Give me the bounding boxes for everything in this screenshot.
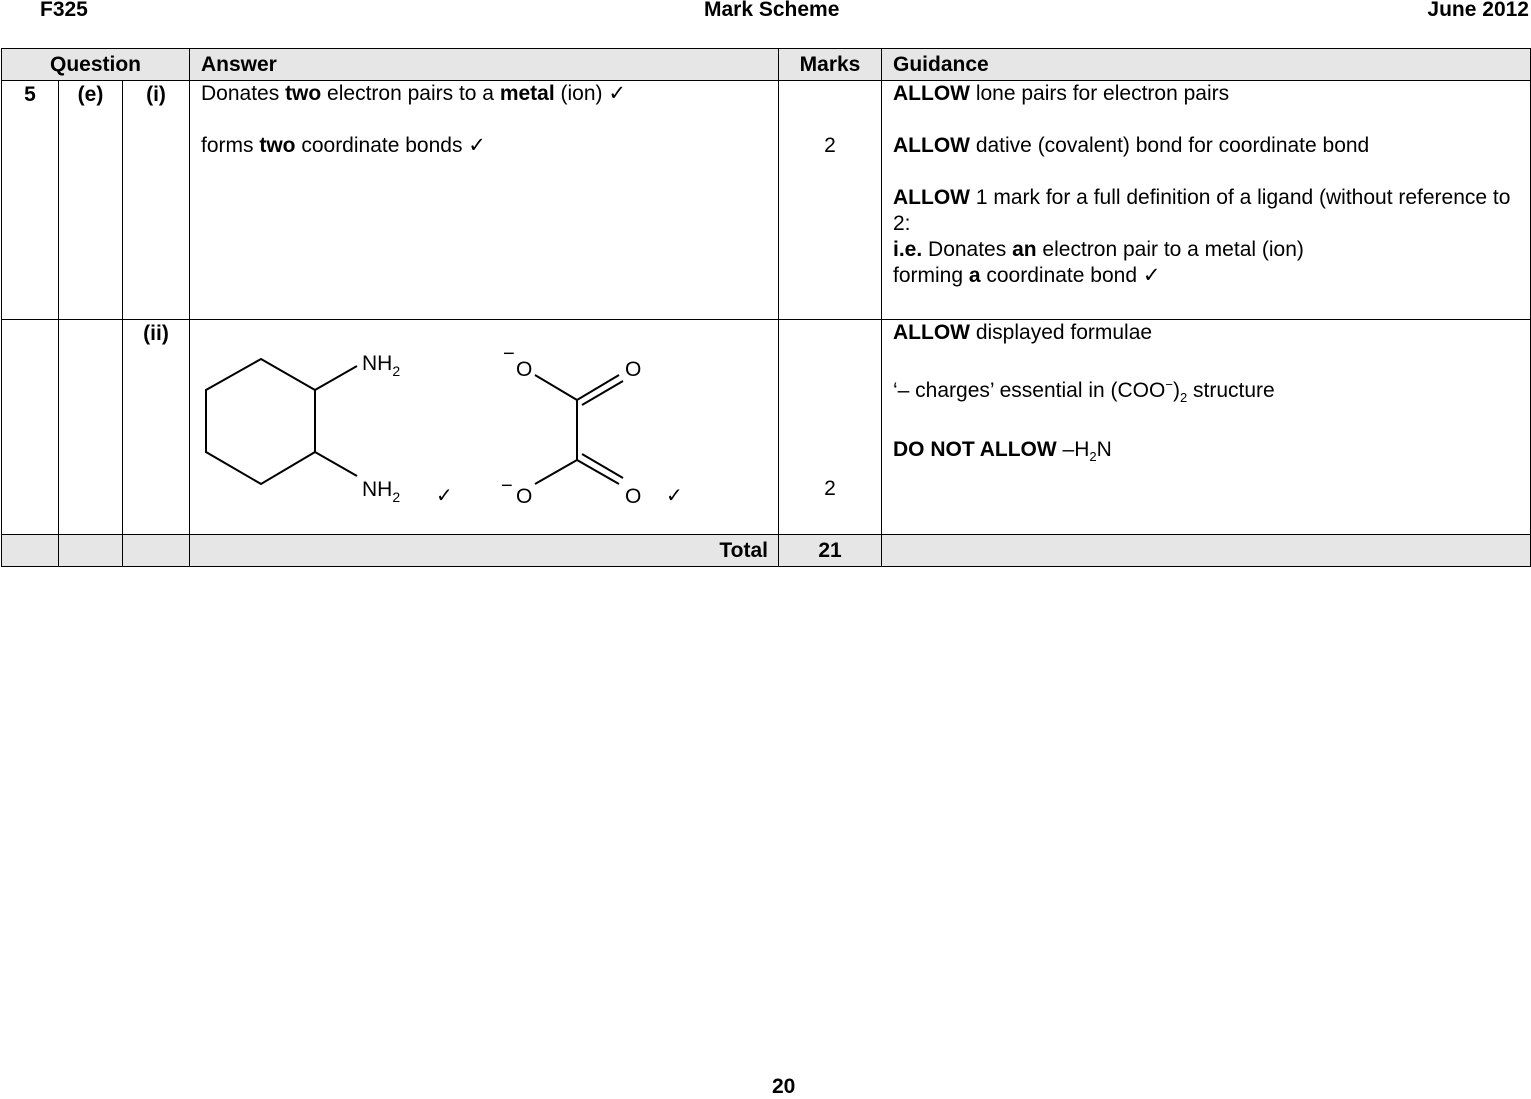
oxygen-label-top-left: O [516, 358, 533, 381]
table-header-row [2, 49, 1531, 81]
answer-cell [190, 320, 779, 535]
answer-line: Donates two electron pairs to a metal (ion) ✓ [201, 82, 626, 105]
oxygen-label-bottom-left: O [516, 485, 533, 508]
guidance-line: ALLOW displayed formulae [893, 321, 1153, 344]
header-code: F325 [40, 0, 88, 21]
question-column-header: Question [2, 49, 190, 81]
marks-value: 2 [824, 134, 836, 157]
total-marks: 21 [779, 535, 882, 567]
guidance-line: ALLOW dative (covalent) bond for coordinate bond [893, 134, 1370, 157]
total-label: Total [190, 535, 779, 567]
guidance-line: ALLOW lone pairs for electron pairs [893, 82, 1230, 105]
skeletal-structures-diagram [190, 320, 779, 520]
negative-charge-top: − [503, 343, 515, 365]
oxygen-label-top-right: O [625, 358, 642, 381]
table-row [2, 320, 1531, 535]
mark-scheme-table [1, 48, 1531, 567]
cyclohexane-diamine-structure [206, 359, 357, 484]
question-subpart: (ii) [123, 320, 190, 535]
guidance-cell [882, 320, 1531, 535]
negative-charge-bottom: − [501, 475, 513, 497]
checkmark-icon: ✓ [436, 485, 453, 507]
oxygen-label-bottom-right: O [625, 485, 642, 508]
guidance-line: DO NOT ALLOW $-H_2N$ [893, 438, 1112, 465]
guidance-line: ALLOW 1 mark for a full definition of a ligand (without reference to 2: [893, 186, 1511, 235]
question-part: (e) [59, 81, 123, 320]
guidance-line: i.e. Donates an electron pair to a metal (ion) [893, 238, 1304, 261]
question-number: 5 [2, 81, 59, 320]
header-date: June 2012 [1427, 0, 1529, 21]
guidance-line: ‘– charges’ essential in $(COO^-)_2$ structure [893, 377, 1275, 406]
checkmark-icon: ✓ [666, 485, 683, 507]
oxalate-structure [535, 375, 623, 484]
marks-cell [779, 81, 882, 320]
answer-cell [190, 81, 779, 320]
page-number: 20 [772, 1075, 796, 1098]
table-row [2, 81, 1531, 320]
marks-value: 2 [824, 477, 836, 500]
guidance-cell [882, 81, 1531, 320]
nh2-top-label: $NH_2$ [362, 352, 401, 379]
guidance-column-header: Guidance [882, 49, 1531, 81]
answer-line: forms two coordinate bonds ✓ [201, 134, 486, 157]
table-footer-row [2, 535, 1531, 567]
nh2-bottom-label: $NH_2$ [362, 478, 401, 505]
header-title: Mark Scheme [704, 0, 840, 21]
marks-column-header: Marks [779, 49, 882, 81]
marks-cell [779, 320, 882, 535]
answer-column-header: Answer [190, 49, 779, 81]
question-subpart: (i) [123, 81, 190, 320]
guidance-line: forming a coordinate bond ✓ [893, 264, 1161, 287]
